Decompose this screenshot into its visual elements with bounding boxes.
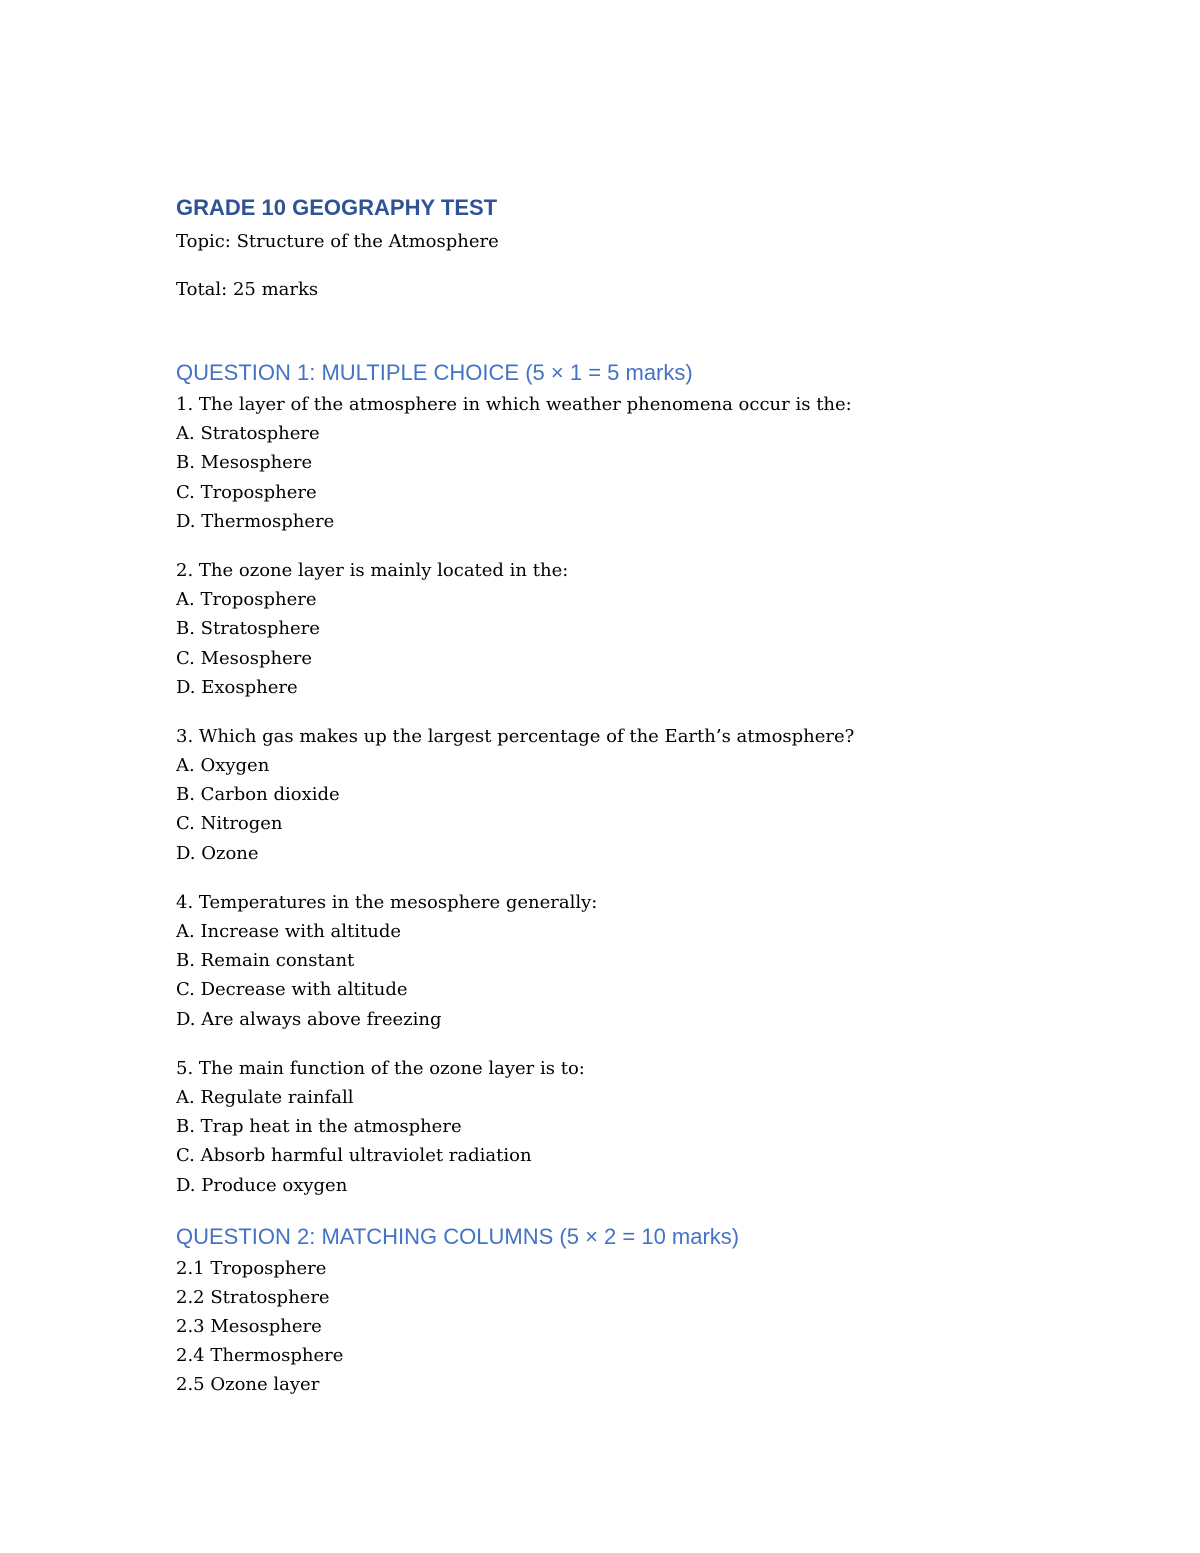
question-1-heading: QUESTION 1: MULTIPLE CHOICE (5 × 1 = 5 marks) — [176, 360, 693, 385]
matching-item: 2.3 Mesosphere — [176, 1316, 322, 1338]
answer-option: B. Stratosphere — [176, 618, 320, 640]
answer-option: D. Are always above freezing — [176, 1008, 442, 1030]
answer-option: B. Remain constant — [176, 950, 355, 972]
answer-option: B. Trap heat in the atmosphere — [176, 1116, 462, 1138]
answer-option: A. Regulate rainfall — [176, 1086, 354, 1108]
matching-item: 2.1 Troposphere — [176, 1257, 327, 1279]
answer-option: D. Thermosphere — [176, 510, 335, 532]
question-stem: 1. The layer of the atmosphere in which weather phenomena occur is the: — [176, 394, 852, 415]
answer-option: B. Mesosphere — [176, 452, 313, 474]
answer-option: D. Produce oxygen — [176, 1174, 348, 1196]
answer-option: D. Ozone — [176, 842, 259, 864]
question-item — [176, 1054, 1036, 1200]
answer-option: A. Stratosphere — [176, 423, 320, 445]
answer-option: C. Decrease with altitude — [176, 979, 408, 1001]
matching-item: 2.4 Thermosphere — [176, 1345, 344, 1367]
question-2-heading: QUESTION 2: MATCHING COLUMNS (5 × 2 = 10 marks) — [176, 1223, 740, 1249]
question-stem: 2. The ozone layer is mainly located in the: — [176, 559, 569, 581]
matching-item: 2.5 Ozone layer — [176, 1374, 320, 1396]
answer-option: A. Oxygen — [176, 755, 270, 777]
answer-option: C. Absorb harmful ultraviolet radiation — [176, 1145, 532, 1167]
answer-option: D. Exosphere — [176, 676, 298, 698]
question-item — [176, 888, 1036, 1034]
answer-option: C. Troposphere — [176, 481, 317, 503]
answer-option: A. Troposphere — [176, 589, 317, 611]
question-item — [176, 390, 1036, 536]
topic-line: Topic: Structure of the Atmosphere — [176, 231, 499, 252]
question-stem: 4. Temperatures in the mesosphere generally: — [176, 891, 598, 913]
question-stem: 3. Which gas makes up the largest percentage of the Earth’s atmosphere? — [176, 725, 855, 747]
answer-option: A. Increase with altitude — [176, 921, 402, 942]
question-item — [176, 722, 1036, 868]
question-item — [176, 556, 1036, 702]
answer-option: C. Mesosphere — [176, 647, 312, 669]
answer-option: C. Nitrogen — [176, 813, 283, 835]
matching-column-list — [176, 1254, 1036, 1400]
answer-option: B. Carbon dioxide — [176, 784, 340, 806]
document-page — [176, 192, 1036, 1400]
document-title: GRADE 10 GEOGRAPHY TEST — [176, 195, 498, 220]
question-stem: 5. The main function of the ozone layer is to: — [176, 1057, 585, 1079]
matching-item: 2.2 Stratosphere — [176, 1286, 330, 1308]
total-marks-line: Total: 25 marks — [176, 279, 319, 300]
multiple-choice-list — [176, 390, 1036, 1200]
